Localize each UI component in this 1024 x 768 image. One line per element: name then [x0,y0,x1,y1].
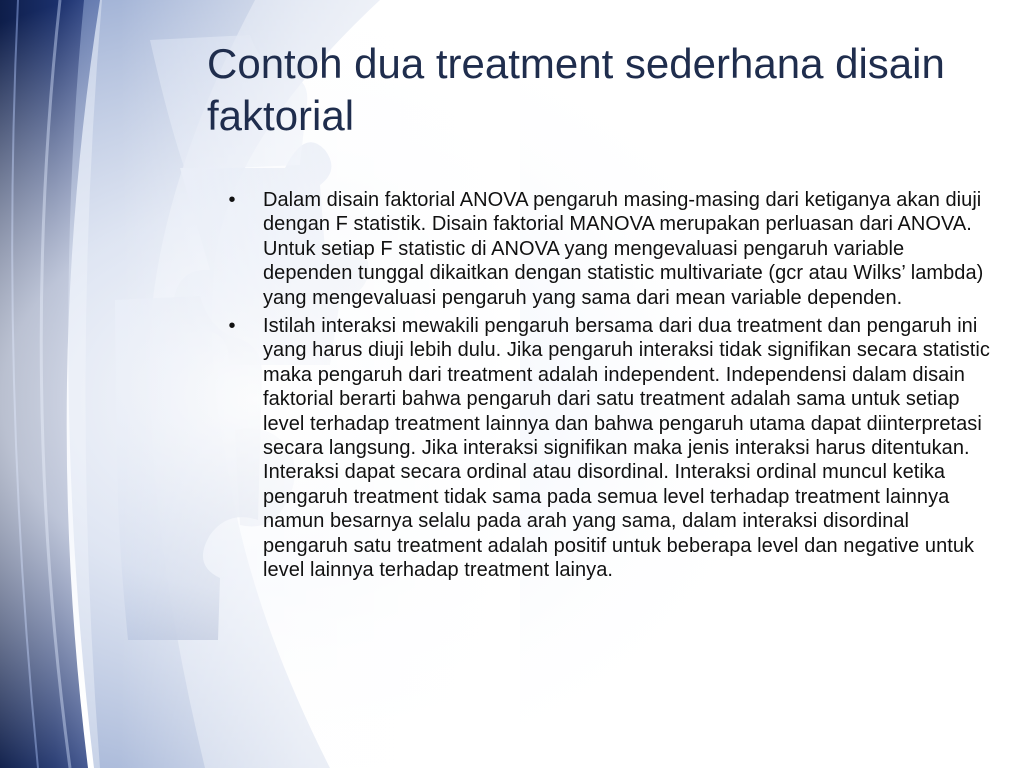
bullet-text: Dalam disain faktorial ANOVA pengaruh masing-masing dari ketiganya akan diuji dengan F statistik. Disain faktorial MANOVA merupakan perluasan dari ANOVA. Untuk setiap F statistic di ANOVA yang mengevaluasi pengaruh variable dependen tunggal dikaitkan dengan statistic multivariate (gcr atau Wilks’ lambda) yang mengevaluasi pengaruh yang sama dari mean variable dependen. [263,189,984,309]
slide-title: Contoh dua treatment sederhana disain faktorial [207,40,945,139]
bullet-text: Istilah interaksi mewakili pengaruh bersama dari dua treatment dan pengaruh ini yang harus diuji lebih dulu. Jika pengaruh interaksi tidak signifikan secara statistic maka pengaruh dari treatment adalah independent. Independensi dalam disain faktorial berarti bahwa pengaruh dari satu treatment adalah sama untuk setiap level terhadap treatment lainnya dan bahwa pengaruh utama dapat diinterpretasi secara langsung. Jika interaksi signifikan maka jenis interaksi harus ditentukan. Interaksi dapat secara ordinal atau disordinal. Interaksi ordinal muncul ketika pengaruh treatment tidak sama pada semua level terhadap treatment lainnya namun besarnya selalu pada arah yang sama, dalam interaksi disordinal pengaruh satu treatment adalah positif untuk beberapa level dan negative untuk level lainnya terhadap treatment lainya. [263,315,990,582]
bullet-marker: • [228,315,236,338]
bullet-list [222,188,990,587]
bullet-item [222,314,990,582]
bullet-item [222,188,990,310]
bullet-marker: • [228,189,236,211]
